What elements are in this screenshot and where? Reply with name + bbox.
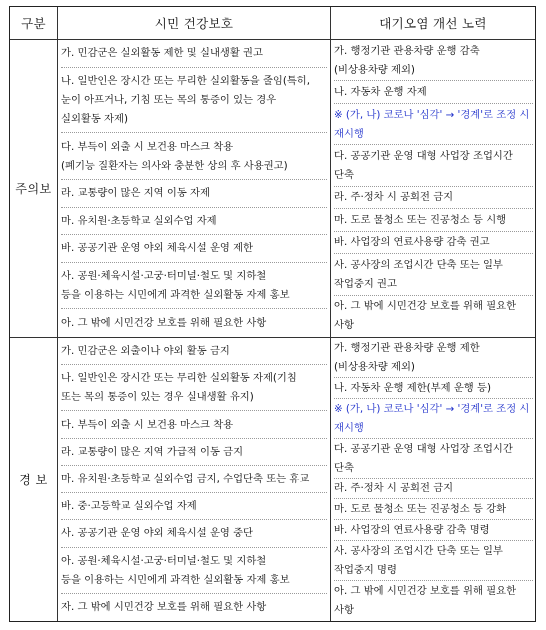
health-list-warning [61,338,327,621]
air-list-advisory [334,40,533,337]
measure-text: ※ (가, 나) 코로나 '심각' → '경계'로 조정 시 재시행 [334,402,530,434]
air-measure-item [334,541,533,581]
measure-text: 가. 행정기관 관용차량 운행 제한 (비상용차량 제외) [334,341,480,373]
measure-text: 라. 주·정차 시 공회전 금지 [334,482,454,495]
measure-text: 아. 그 밖에 시민건강 보호를 위해 필요한 사항 [334,300,517,332]
measure-text: 다. 부득이 외출 시 보건용 마스크 착용 [61,418,234,431]
air-measure-item [334,254,533,295]
health-measure-item [61,493,327,520]
health-measure-item [61,133,327,180]
measure-text: 아. 그 밖에 시민건강 보호를 위해 필요한 사항 [334,585,517,617]
air-measure-item [334,145,533,186]
health-measure-item [61,466,327,493]
header-health: 시민 건강보호 [154,16,234,31]
measure-text: 사. 공원·체육시설·고궁·터미널·철도 및 지하철 등을 이용하는 시민에게 과격한 실외활동 자제 홍보 [61,270,290,302]
air-measure-item [334,499,533,520]
air-list-warning [334,338,533,621]
measure-text: 아. 그 밖에 시민건강 보호를 위해 필요한 사항 [61,316,267,329]
header-air: 대기오염 개선 노력 [379,16,487,31]
air-measure-item [334,581,533,621]
measure-text: 자. 그 밖에 시민건강 보호를 위해 필요한 사항 [61,600,267,613]
measure-text: 사. 공사장의 조업시간 단축 또는 일부 작업중지 명령 [334,545,503,577]
header-category: 구분 [21,16,46,31]
measure-text: 바. 사업장의 연료사용량 감축 명령 [334,524,490,537]
air-measure-item [334,81,533,103]
health-measure-item [61,40,327,68]
measure-text: 가. 행정기관 관용차량 운행 감축 (비상용차량 제외) [334,44,480,76]
air-measure-item [334,479,533,500]
air-measure-item [334,187,533,209]
measure-text: 바. 공공기관 운영 야외 체육시설 운영 제한 [61,242,254,255]
health-measure-item [61,338,327,365]
measure-text: 라. 교통량이 많은 지역 이동 자제 [61,187,210,200]
measure-text: 아. 공원·체육시설·고궁·터미널·철도 및 지하철 등을 이용하는 시민에게 과격한 실외활동 자제 홍보 [61,554,290,586]
measure-text: 다. 공공기관 운영 대형 사업장 조업시간 단축 [334,150,513,182]
health-measure-item [61,411,327,438]
health-measure-item [61,208,327,236]
measure-text: 라. 교통량이 많은 지역 가급적 이동 금지 [61,445,244,458]
air-measure-item [334,338,533,378]
measure-text: 다. 공공기관 운영 대형 사업장 조업시간 단축 [334,442,513,474]
air-measure-item [334,439,533,479]
measure-text: 나. 일반인은 장시간 또는 무리한 실외활동을 줄임(특히, 눈이 아프거나, 기침 또는 목의 통증이 있는 경우 실외활동 자제) [61,74,311,125]
health-measure-item [61,548,327,594]
row-category-advisory: 주의보 [15,182,52,196]
air-measure-item [334,209,533,231]
measure-text: 가. 민감군은 실외활동 제한 및 실내생활 권고 [61,47,263,60]
measure-text: 나. 자동차 운행 제한(부제 운행 등) [334,381,491,394]
measure-text: 사. 공공기관 운영 야외 체육시설 운영 중단 [61,527,254,540]
air-measure-item [334,232,533,254]
health-measure-item [61,594,327,621]
measure-text: 다. 부득이 외출 시 보건용 마스크 착용 (폐기능 질환자는 의사와 충분한 상의 후 사용권고) [61,140,288,172]
air-measure-item [334,104,533,145]
air-measure-item [334,296,533,337]
measure-text: 마. 도로 물청소 또는 진공청소 등 시행 [334,213,507,226]
air-measure-item [334,399,533,439]
health-measure-item [61,309,327,337]
health-measure-item [61,180,327,208]
air-measure-item [334,520,533,541]
health-measure-item [61,68,327,134]
measure-text: 나. 자동차 운행 자제 [334,86,427,99]
measure-text: ※ (가, 나) 코로나 '심각' → '경계'로 조정 시 재시행 [334,108,530,140]
air-measure-item [334,378,533,399]
measure-text: 나. 일반인은 장시간 또는 무리한 실외활동 자제(기침 또는 목의 통증이 있는 경우 실내생활 유지) [61,372,297,404]
health-measure-item [61,439,327,466]
health-measure-item [61,365,327,411]
health-measure-item [61,520,327,547]
health-measure-item [61,263,327,310]
measure-text: 마. 유치원·초등학교 실외수업 금지, 수업단축 또는 휴교 [61,472,310,485]
row-category-warning: 경 보 [19,473,48,487]
measure-text: 마. 유치원·초등학교 실외수업 자제 [61,214,217,227]
measure-text: 마. 도로 물청소 또는 진공청소 등 강화 [334,503,507,516]
column-divider [330,7,331,621]
measure-text: 바. 사업장의 연료사용량 감축 권고 [334,236,490,249]
column-divider [57,7,58,621]
measure-text: 라. 주·정차 시 공회전 금지 [334,191,454,204]
health-measure-item [61,235,327,263]
measure-text: 바. 중·고등학교 실외수업 자제 [61,500,197,513]
health-list-advisory [61,40,327,337]
measures-table [9,6,536,622]
measure-text: 가. 민감군은 외출이나 야외 활동 금지 [61,345,230,358]
measure-text: 사. 공사장의 조업시간 단축 또는 일부 작업중지 권고 [334,258,503,290]
air-measure-item [334,40,533,81]
